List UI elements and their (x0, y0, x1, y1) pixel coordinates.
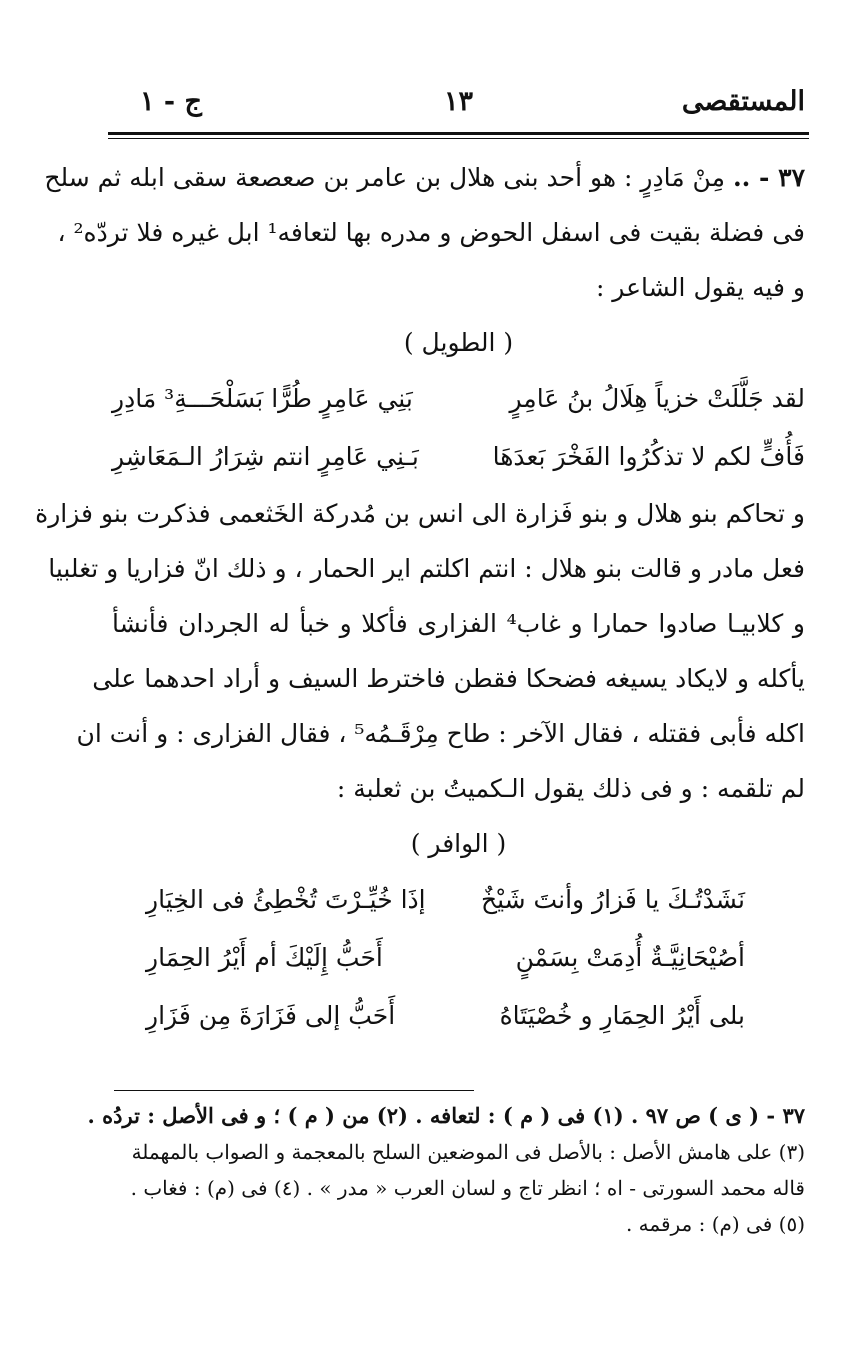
entry-number: ٣٧ - .. (732, 163, 805, 192)
header-rule-thick (108, 132, 809, 135)
prose-line: يأكله و لايكاد يسيغه فضحكا فقطن فاخترط السيف و أراد احدهما على (92, 664, 805, 693)
prose-line: فعل مادر و قالت بنو هلال : انتم اكلتم اير الحمار ، و ذلك انّ فزاريا و تغلبيا (48, 554, 805, 583)
footnote-line: (٣) على هامش الأصل : بالأصل فى الموضعين السلح بالمعجمة و الصواب بالمهملة (131, 1140, 805, 1164)
poem-verse (112, 428, 805, 486)
verse-hemistich-first: لقد جَلَّلَتْ خزياً هِلَالُ بنُ عَامِرٍ (509, 384, 805, 413)
footnotes (87, 1098, 805, 1242)
entry-line-1 (44, 150, 805, 205)
header-rule-thin (108, 138, 809, 139)
poem-verse (112, 929, 805, 987)
volume-label: ج - ١ (140, 86, 202, 117)
poem-verse (112, 370, 805, 428)
page-number: ١٣ (443, 86, 474, 117)
main-text (35, 150, 805, 1045)
verse-hemistich-second: بَنِي عَامِرٍ طُرًّا بَسَلْحَـــةِ³ مَادِرِ (112, 384, 413, 413)
entry-text: مِنْ مَادِرٍ : هو أحد بنى هلال بن عامر بن صعصعة سقى ابله ثم سلح (44, 163, 725, 192)
verse-hemistich-second: إذَا خُيِّـرْتَ تُخْطِئُ فى الخِيَارِ (146, 885, 426, 914)
footnote-line: ٣٧ - ( ى ) ص ٩٧ . (١) فى ( م ) : لتعافه . (٢) من ( م ) ؛ و فى الأصل : تردُه . (87, 1103, 805, 1128)
verse-hemistich-first: بلى أَيْرُ الحِمَارِ و خُصْيَتَاهُ (499, 1001, 745, 1030)
prose-line: و تحاكم بنو هلال و بنو فَزارة الى انس بن مُدركة الخَثعمى فذكرت بنو فزارة (35, 499, 805, 528)
book-title: المستقصى (681, 86, 805, 117)
prose-line: و كلابيـا صادوا حمارا و غاب⁴ الفزارى فأكلا و خبأ له الجردان فأنشأ (112, 609, 805, 638)
poem-verse (112, 871, 805, 929)
entry-line-3: و فيه يقول الشاعر : (595, 273, 805, 302)
footnote-rule (114, 1090, 474, 1091)
prose-line: اكله فأبى فقتله ، فقال الآخر : طاح مِرْقَـمُه⁵ ، فقال الفزارى : و أنت ان (76, 719, 805, 748)
page-header (112, 84, 805, 128)
entry-line-2: فى فضلة بقيت فى اسفل الحوض و مدره بها لتعافه¹ ابل غيره فلا تردّه² ، (57, 218, 805, 247)
verse-hemistich-second: أَحَبُّ إِلَيْكَ أم أَيْرُ الحِمَارِ (146, 943, 383, 972)
footnote-line: (٥) فى (م) : مرقمه . (625, 1212, 805, 1236)
footnote-line: قاله محمد السورتى - اه ؛ انظر تاج و لسان العرب « مدر » . (٤) فى (م) : فغاب . (130, 1176, 805, 1200)
poem-verse (112, 987, 805, 1045)
verse-hemistich-first: نَشَدْتُـكَ يا فَزارُ وأنتَ شَيْخٌ (480, 885, 745, 914)
verse-hemistich-first: فَأُفٍّ لكم لا تذكُرُوا الفَخْرَ بَعدَهَا (492, 442, 805, 471)
verse-hemistich-second: أَحَبُّ إلى فَزَارَةَ مِن فَزَارِ (146, 1001, 396, 1030)
meter-label-tawil: ( الطويل ) (403, 328, 514, 357)
verse-hemistich-second: بَـنِي عَامِرٍ انتم شِرَارُ الـمَعَاشِرِ (112, 442, 419, 471)
prose-line: لم تلقمه : و فى ذلك يقول الـكميتُ بن ثعلبة : (336, 774, 805, 803)
verse-hemistich-first: أصُيْحَانِيَّـةٌ أُدِمَتْ بِسَمْنٍ (515, 943, 745, 972)
meter-label-wafir: ( الوافر ) (410, 829, 507, 858)
